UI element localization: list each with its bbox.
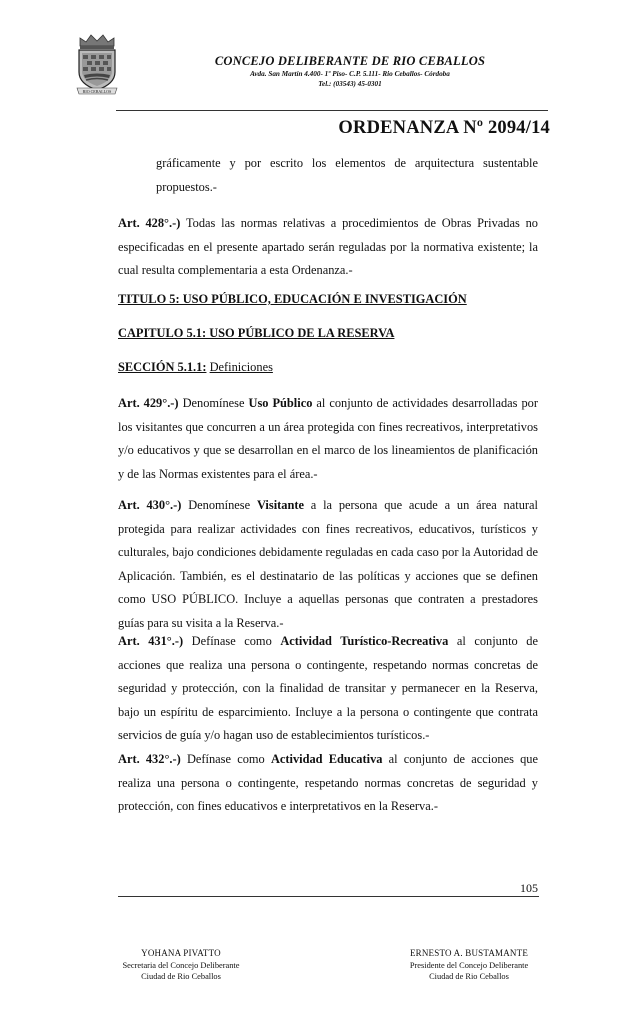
article-intro: Denomínese bbox=[182, 396, 245, 410]
signatory-place: Ciudad de Rio Ceballos bbox=[141, 972, 221, 981]
article-text: a la persona que acude a un área natural protegida para realizar actividades con fines recreativos, educativos, turísticos y culturales, bajo condiciones debidamente reguladas en cada caso por la Autoridad de Aplicación. También, es el destinatario de las políticas y acciones que se definen como USO PÚBLICO. Incluye a aquellas personas que contraten a prestadores guías para su visita a la Reserva.- bbox=[118, 498, 538, 630]
footer-divider bbox=[118, 896, 539, 897]
defined-term: Actividad Turístico-Recreativa bbox=[280, 634, 449, 648]
article-432 bbox=[118, 748, 538, 819]
council-telephone: Tel.: (03543) 45-0301 bbox=[318, 80, 382, 88]
title-heading: TITULO 5: USO PÚBLICO, EDUCACIÓN E INVESTIGACIÓN bbox=[118, 292, 467, 306]
chapter-heading: CAPITULO 5.1: USO PÚBLICO DE LA RESERVA bbox=[118, 326, 395, 340]
continuation-paragraph bbox=[156, 152, 538, 199]
signatory-role: Secretaria del Concejo Deliberante bbox=[122, 960, 240, 970]
page-number: 105 bbox=[520, 881, 538, 895]
council-name: CONCEJO DELIBERANTE DE RIO CEBALLOS bbox=[214, 54, 486, 68]
signatory-role: Presidente del Concejo Deliberante bbox=[409, 960, 529, 970]
article-label: Art. 431°.-) bbox=[118, 634, 184, 648]
section-heading bbox=[118, 360, 273, 375]
article-text: al conjunto de actividades desarrolladas por los visitantes que concurren a un área protegida con fines recreativos, interpretativos y/o educativos y que se desarrollan en el marco de los lineamientos de planificación y de las Normas existentes para el área.- bbox=[118, 396, 538, 481]
article-431 bbox=[118, 630, 538, 748]
section-label: SECCIÓN 5.1.1: bbox=[118, 360, 207, 374]
continuation-text: gráficamente y por escrito los elementos de arquitectura sustentable propuestos.- bbox=[156, 156, 538, 194]
article-428 bbox=[118, 212, 538, 283]
signatory-name: ERNESTO A. BUSTAMANTE bbox=[409, 948, 529, 958]
article-intro: Denomínese bbox=[188, 498, 251, 512]
article-label: Art. 430°.-) bbox=[118, 498, 182, 512]
signatory-place: Ciudad de Rio Ceballos bbox=[429, 972, 509, 981]
defined-term: Uso Público bbox=[248, 396, 313, 410]
council-address: Avda. San Martín 4.400- 1º Piso- C.P. 5.111- Rio Ceballos- Córdoba bbox=[250, 70, 450, 78]
article-label: Art. 429°.-) bbox=[118, 396, 179, 410]
article-intro: Defínase como bbox=[191, 634, 272, 648]
header-divider bbox=[116, 110, 548, 111]
article-text: Todas las normas relativas a procedimientos de Obras Privadas no especificadas en el presente apartado serán reguladas por la normativa existente; la cual resulta complementaria a esta Ordenanza.- bbox=[118, 216, 538, 277]
article-429 bbox=[118, 392, 538, 486]
signature-block-secretary bbox=[96, 948, 266, 983]
signatory-name: YOHANA PIVATTO bbox=[141, 948, 221, 958]
defined-term: Visitante bbox=[256, 498, 304, 512]
article-label: Art. 428°.-) bbox=[118, 216, 181, 230]
article-intro: Defínase como bbox=[186, 752, 265, 766]
coat-of-arms-seal bbox=[72, 32, 122, 98]
article-430 bbox=[118, 494, 538, 635]
section-title: Definiciones bbox=[209, 360, 273, 374]
ordinance-number: ORDENANZA Nº 2094/14 bbox=[338, 118, 550, 138]
defined-term: Actividad Educativa bbox=[270, 752, 383, 766]
article-text: al conjunto de acciones que realiza una persona o contingente, respetando normas concretas de seguridad y protección, con fines educativos e interpretativos en la Reserva.- bbox=[118, 752, 538, 813]
article-label: Art. 432°.-) bbox=[118, 752, 181, 766]
article-text: al conjunto de acciones que realiza una persona o contingente, respetando normas concretas de seguridad y protección, con la finalidad de transitar y permanecer en la Reserva, bajo un espíritu de esparcimiento. Incluye a la persona o contingente que contrata servicios de guía y/o hagan uso de establecimientos turísticos.- bbox=[118, 634, 538, 742]
svg-text:RIO CEBALLOS: RIO CEBALLOS bbox=[82, 89, 112, 94]
signature-block-president bbox=[384, 948, 554, 983]
